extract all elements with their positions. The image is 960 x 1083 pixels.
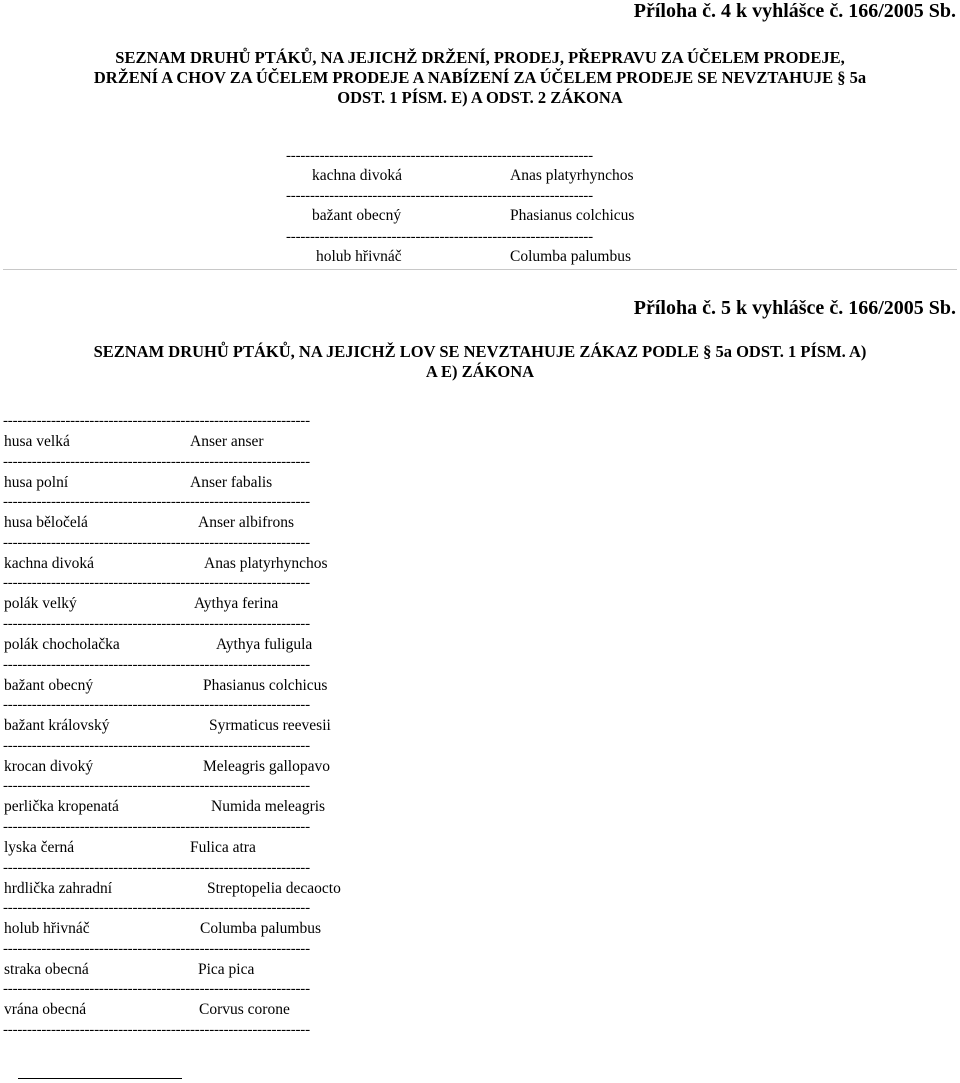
footnote-rule — [18, 1078, 182, 1079]
annex4-separator: ---------------------------------------------------------------- — [286, 148, 593, 164]
annex5-latin-name: Columba palumbus — [200, 920, 321, 937]
annex5-latin-name: Numida meleagris — [211, 798, 326, 815]
annex5-latin-name: Pica pica — [198, 961, 255, 978]
annex5-czech-name: husa polní — [4, 474, 69, 491]
annex5-separator: ---------------------------------------------------------------- — [3, 657, 310, 673]
annex5-czech-name: bažant královský — [4, 717, 110, 734]
annex5-czech-name: husa velká — [4, 433, 70, 450]
annex4-title — [0, 48, 960, 108]
annex4-title-line-2: DRŽENÍ A CHOV ZA ÚČELEM PRODEJE A NABÍZENÍ ZA ÚČELEM PRODEJE SE NEVZTAHUJE § 5a — [93, 68, 867, 87]
annex5-separator: ---------------------------------------------------------------- — [3, 860, 310, 876]
annex5-separator: ---------------------------------------------------------------- — [3, 900, 310, 916]
annex5-latin-name: Anser albifrons — [198, 514, 294, 531]
annex5-czech-name: husa běločelá — [4, 514, 88, 531]
annex5-title-line-2: A E) ZÁKONA — [425, 362, 535, 381]
annex5-title-line-1: SEZNAM DRUHŮ PTÁKŮ, NA JEJICHŽ LOV SE NEVZTAHUJE ZÁKAZ PODLE § 5a ODST. 1 PÍSM. A) — [93, 342, 867, 361]
annex5-heading: Příloha č. 5 k vyhlášce č. 166/2005 Sb. — [633, 297, 956, 319]
annex5-separator: ---------------------------------------------------------------- — [3, 778, 310, 794]
annex5-separator: ---------------------------------------------------------------- — [3, 616, 310, 632]
annex5-separator: ---------------------------------------------------------------- — [3, 981, 310, 997]
annex4-heading: Příloha č. 4 k vyhlášce č. 166/2005 Sb. — [633, 0, 956, 22]
annex4-latin-name: Phasianus colchicus — [510, 207, 635, 224]
annex4-separator: ---------------------------------------------------------------- — [286, 188, 593, 204]
annex5-latin-name: Anas platyrhynchos — [204, 555, 328, 572]
annex5-separator: ---------------------------------------------------------------- — [3, 575, 310, 591]
annex5-separator: ---------------------------------------------------------------- — [3, 454, 310, 470]
annex5-separator: ---------------------------------------------------------------- — [3, 738, 310, 754]
annex5-latin-name: Anser anser — [190, 433, 264, 450]
annex5-latin-name: Aythya ferina — [194, 595, 279, 612]
annex5-latin-name: Meleagris gallopavo — [203, 758, 330, 775]
section-divider — [3, 269, 957, 270]
annex5-czech-name: straka obecná — [4, 961, 89, 978]
annex5-czech-name: perlička kropenatá — [4, 798, 119, 815]
annex5-latin-name: Phasianus colchicus — [203, 677, 328, 694]
annex4-czech-name: kachna divoká — [312, 167, 402, 184]
annex5-czech-name: holub hřivnáč — [4, 920, 90, 937]
annex5-latin-name: Anser fabalis — [190, 474, 273, 491]
annex5-separator: ---------------------------------------------------------------- — [3, 941, 310, 957]
annex5-title — [0, 342, 960, 382]
annex5-czech-name: bažant obecný — [4, 677, 94, 694]
annex5-separator: ---------------------------------------------------------------- — [3, 1022, 310, 1038]
annex5-czech-name: kachna divoká — [4, 555, 94, 572]
annex5-separator: ---------------------------------------------------------------- — [3, 413, 310, 429]
annex5-czech-name: vrána obecná — [4, 1001, 87, 1018]
annex5-latin-name: Streptopelia decaocto — [207, 880, 341, 897]
annex5-separator: ---------------------------------------------------------------- — [3, 494, 310, 510]
annex4-title-line-3: ODST. 1 PÍSM. E) A ODST. 2 ZÁKONA — [337, 88, 623, 107]
annex5-separator: ---------------------------------------------------------------- — [3, 819, 310, 835]
annex4-separator: ---------------------------------------------------------------- — [286, 229, 593, 245]
annex4-czech-name: holub hřivnáč — [316, 248, 402, 265]
annex5-czech-name: polák velký — [4, 595, 77, 612]
annex4-latin-name: Columba palumbus — [510, 248, 631, 265]
annex5-czech-name: polák chocholačka — [4, 636, 120, 653]
annex5-separator: ---------------------------------------------------------------- — [3, 697, 310, 713]
annex4-latin-name: Anas platyrhynchos — [510, 167, 634, 184]
annex5-czech-name: lyska černá — [4, 839, 75, 856]
annex5-latin-name: Corvus corone — [199, 1001, 290, 1018]
annex4-title-line-1: SEZNAM DRUHŮ PTÁKŮ, NA JEJICHŽ DRŽENÍ, PRODEJ, PŘEPRAVU ZA ÚČELEM PRODEJE, — [115, 48, 845, 67]
annex5-separator: ---------------------------------------------------------------- — [3, 535, 310, 551]
annex5-czech-name: krocan divoký — [4, 758, 94, 775]
annex5-latin-name: Syrmaticus reevesii — [209, 717, 331, 734]
annex5-latin-name: Fulica atra — [190, 839, 256, 856]
annex4-czech-name: bažant obecný — [312, 207, 402, 224]
annex5-latin-name: Aythya fuligula — [216, 636, 313, 653]
annex5-czech-name: hrdlička zahradní — [4, 880, 113, 897]
